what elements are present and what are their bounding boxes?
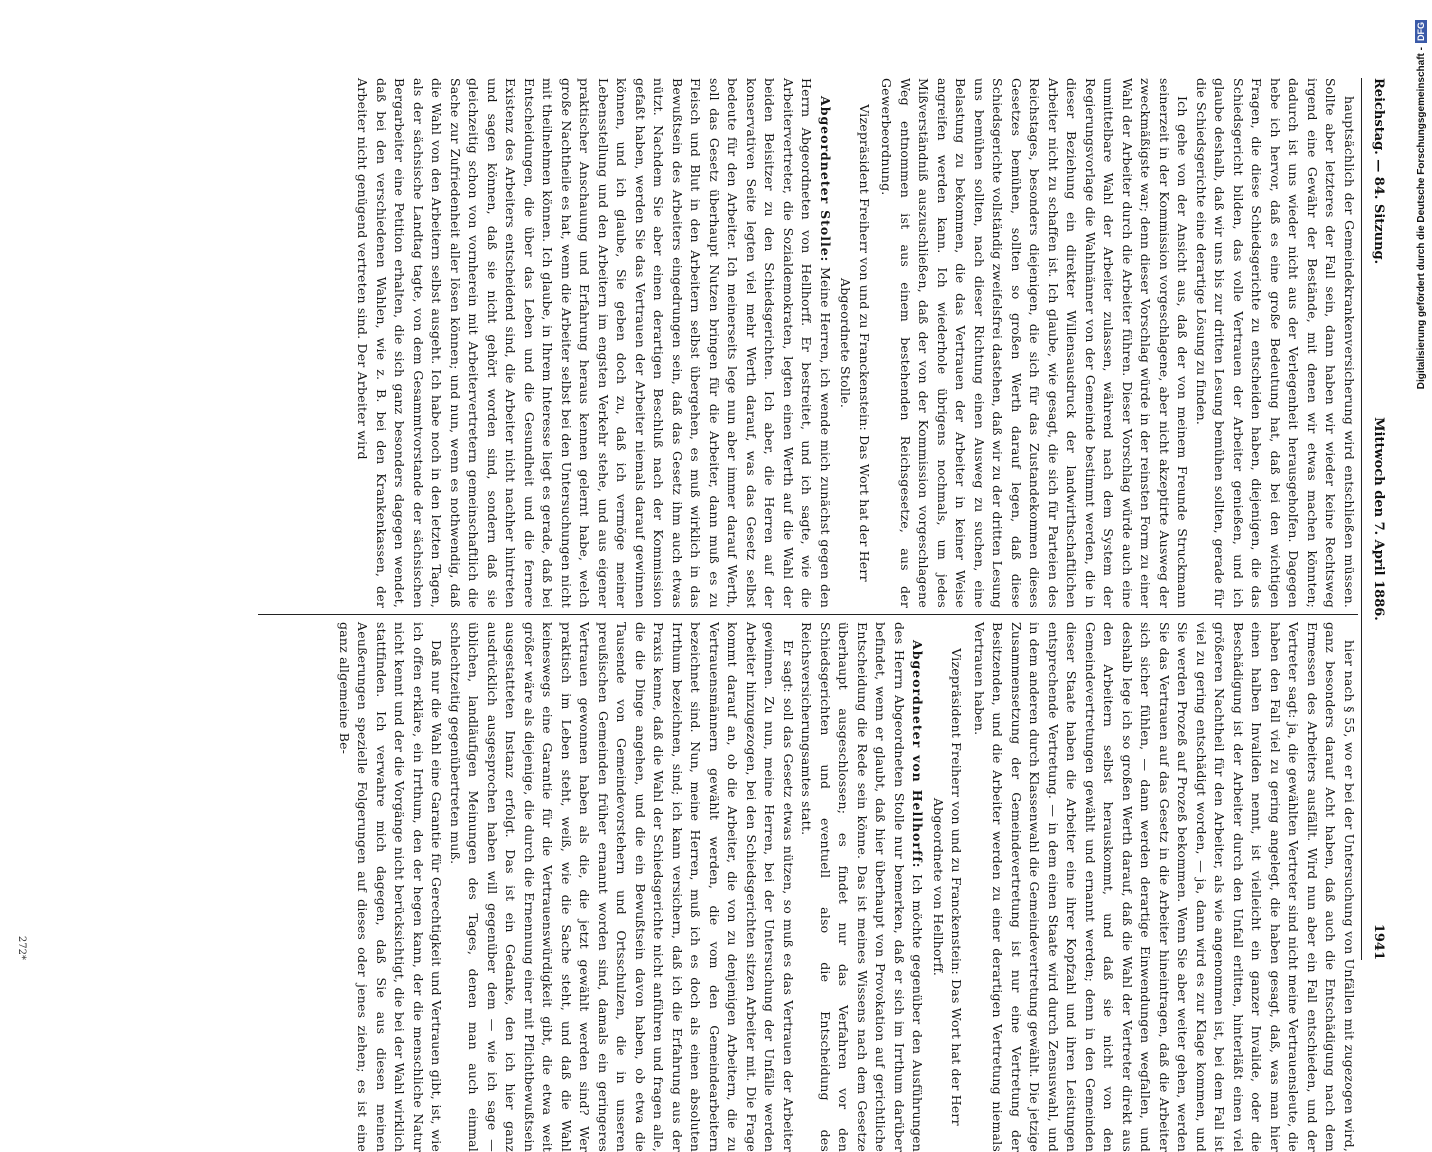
digitization-credit [1414,20,1428,985]
left-paragraph-2: Ich gehe von der Ansicht aus, daß der von meinem Freunde Struckmann seinerzeit in der Kommission vorgeschlagene, aber nicht akzeptirte Ausweg der zweckmäßigste war; denn dieser Vorschlag würde in der reinsten Form zu einer Wahl der Arbeiter durch die Arbeiter führen. Dieser Vorschlag würde auch eine unmittelbare Wahl der Arbeiter zulassen, während nach dem System der Regierungsvorlage die Wahlmänner von der Gemeinde bestimmt werden, die in dieser Beziehung ein direkter Willensausdruck der landwirthschaftlichen Arbeiter nicht zu schaffen ist. Ich glaube, wie gesagt, die sich für Parteien des Reichstages, besonders diejenigen, die sich für das Zustandekommen dieses Gesetzes bemühen, sollten so großen Werth darauf legen, daß diese Schiedsgerichte vollständig zweifelsfrei dastehen, daß wir zu der dritten Lesung uns bemühen sollten, nach dieser Richtung einen Ausweg zu suchen, eine Belastung zu bekommen, die das Vertrauen der Arbeiter in keiner Weise angreifen werden kann. Ich wiederhole übrigens nochmals, um jedes Mißverständniß auszuschließen, daß der von der Kommission vorgeschlagene Weg entnommen ist aus einem bestehenden Reichsgesetze, aus der Gewerbeordnung. [879,78,1191,608]
left-paragraph-3 [353,78,834,608]
running-head-left: Reichstag. — 84. Sitzung. [1371,78,1386,265]
left-paragraph-3-text: Meine Herren, ich wende mich zunächst gegen den Herrn Abgeordneten von Hellhorff. Er bestreitet, und ich sagte, wie die Arbeitervertreter, die Sozialdemokraten, legten einen Werth auf die Wahl der beiden Beisitzer zu den Schiedsgerichten. Ich aber, die Herren auf der konservativen Seite legten viel mehr Werth darauf, was das Gesetz selbst bedeute für den Arbeiter. Ich meinerseits lege nun aber immer darauf Werth, soll das Gesetz überhaupt Nutzen bringen für die Arbeiter, dann muß es zu Fleisch und Blut in den Arbeitern selbst übergehen, es muß wirklich in das Bewußtsein des Arbeiters eingedrungen sein, daß das Gesetz ihm auch etwas nützt. Nachdem Sie aber einen derartigen Beschluß nach der Kommission gefaßt haben, werden Sie das Vertrauen der Arbeiter niemals darauf gewinnen können, und ich glaube, Sie geben doch zu, daß ich vermöge meiner Lebensstellung und den Arbeitern im engsten Verkehr stehe, und aus eigener praktischer Anschauung und Erfahrung heraus kennen gelernt habe, welch große Nachtheile es hat, wenn die Arbeiter selbst bei den Untersuchungen nicht mit theilnehmen können. Ich glaube, in Ihrem Interesse liegt es gerade, daß bei Entscheidungen, die über das Leben und die Gesundheit und die fernere Existenz des Arbeiters entscheidend sind, die Arbeiter nicht nachher hintreten und sagen können, daß sie nicht gehört worden sind, sondern daß sie gleichzeitig schon von vornherein mit Arbeitervertretern gemeinschaftlich die Sache zur Zufriedenheit aller lösen können; und nun, wenn es nothwendig, daß die Wahl von den Arbeitern selbst ausgeht. Ich habe noch in den letzten Tagen, als der sächsische Landtag tagte, von dem Gesammtvorstande der sächsischen Bergarbeiter eine Petition erhalten, die sich ganz besonders dagegen wendet, daß bei den verschiedenen Wahlen, wie z. B. bei den Krankenkassen, der Arbeiter nicht genügend vertreten sind. Der Arbeiter wird [355,78,833,608]
speaker-label-hellhorff: Abgeordneter von Hellhorff: [910,640,926,869]
page-number: 1941 [1371,923,1386,960]
right-column [258,622,1358,1152]
right-speaker-announcement: Vizepräsident Freiherr von und zu Franckenstein: Das Wort hat der Herr Abgeordnete von Hellhorff. [931,648,965,1126]
header-rule [1361,78,1362,960]
right-paragraph-4: Daß nur die Wahl eine Garantie für Gerechtigkeit und Vertrauen gibt, ist, wie ich offen erkläre, ein Irrthum, den der hegen kann, der die menschliche Natur nicht kennt und der die Vorgänge nicht berücksichtigt, die bei der Wahl wirklich stattfinden. Ich verwahre mich dagegen, daß Sie aus diesen meinen Aeußerungen spezielle Folgerungen auf dieses oder jenes ziehen; es ist eine ganz allgemeine Be- [337,622,445,1152]
right-paragraph-2 [797,622,927,1152]
running-head-date: Mittwoch den 7. April 1886. [1371,417,1386,621]
left-paragraph-1: hauptsächlich der Gemeindekrankenversicherung wird entschließen müssen. Sollte aber letzteres der Fall sein, dann haben wir wieder keine Rechtsweg irgend eine Gewähr der Bestände, mit denen wir etwas machen könnten; dadurch ist uns wieder nicht aus der Verlegenheit herausgeholfen. Dagegen hebe ich hervor, daß es eine große Bedeutung hat, daß bei den wichtigen Fragen, die diese Schiedsgerichte zu entscheiden haben, diejenigen, die das Schiedsgericht bilden, das volle Vertrauen der Arbeiter genießen, und ich glaube deshalb, daß wir uns bis zur dritten Lesung bemühen sollten, gerade für die Schiedsgerichte eine derartige Lösung zu finden. [1194,78,1357,608]
dfg-logo: DFG [1416,22,1426,41]
speaker-label-stolle: Abgeordneter Stolle: [818,96,833,263]
credit-text: Digitalisierung gefördert durch die Deutsche Forschungsgemeinschaft - [1415,47,1427,390]
signature-mark: 272* [16,935,27,960]
left-speaker-announcement: Vizepräsident Freiherr von und zu Franckenstein: Das Wort hat der Herr Abgeordnete Stolle. [838,104,872,582]
column-rule [258,614,1358,615]
right-paragraph-1: hier nach § 55, wo er bei der Untersuchung von Unfällen mit zugezogen wird, ganz besonders darauf Acht haben, daß auch die Entschädigung nach dem Ermessen des Arbeiters ausfällt. Wird nun aber ein Fall entschieden, und der Vertreter sagt: ja, die gewählten Vertreter sind nicht meine Vertrauensleute, die haben den Fall viel zu gering angelegt, die haben gesagt, daß, was man hier einen halben Invaliden nennt, ist vielleicht ein ganzer Invalide, oder die Beschädigung ist der Arbeiter durch den Unfall erlitten, hinterläßt einen viel größeren Nachtheil für den Arbeiter, als wie angenommen ist, bei dem Fall ist viel zu gering entschädigt worden, — ja, dann wird es zur Klage kommen, und Sie werden Prozeß auf Prozeß bekommen. Wenn Sie aber weiter gehen, werden Sie das Vertrauen auf das Gesetz in die Arbeiter hineintragen, daß die Arbeiter sich sicher fühlen, — dann werden derartige Einwendungen wegfallen, und deshalb lege ich so großen Werth darauf, daß die Wahl der Vertreter direkt aus den Arbeitern selbst herauskommt, und daß sie nicht von den Gemeindevertretungen gewählt und ernannt werden; denn in den Gemeinden dieser Staate haben die Arbeiter eine ihrer Kopfzahl und ihren Leistungen entsprechende Vertretung. — in dem einen Staate wird durch Zensuswahl, und in dem anderen durch Klassenwahl die Gemeindevertretung gewählt. Die jetzige Zusammensetzung der Gemeindevertretung ist nur eine Vertretung der Besitzenden, und die Arbeiter werden zu einer derartigen Vertretung niemals Vertrauen haben. [972,622,1357,1152]
left-column [258,78,1358,608]
right-paragraph-3: Er sagt: soll das Gesetz etwas nützen, so muß es das Vertrauen der Arbeiter gewinnen. Zu nun, meine Herren, bei der Untersuchung der Unfälle werden Arbeiter hinzugezogen, bei den Schiedsgerichten sitzen Arbeiter mit. Die Frage kommt darauf an, ob die Arbeiter, die von zu denjenigen Arbeitern, die zu Vertrauensmännern gewählt werden, die vom den Gemeindearbeitern bezeichnet sind. Nun, meine Herren, muß ich es doch als einen absoluten Irrthum bezeichnen, sind; ich kann versichern, daß ich die Erfahrung aus der Praxis kenne, daß die Wahl der Schiedsgerichte nicht anführen und fragen alle, die die Dinge angehen, und die ein Bewußtsein davon haben, ob etwa die Tausende von Gemeindevorstehern und Ortsschulzen, die in unseren preußischen Gemeinden früher ernannt worden sind, damals ein geringeres Vertrauen gewonnen haben als die, die jetzt gewählt werden sind? Wer praktisch im Leben steht, weiß, wie die Sache steht, und daß die Wahl keineswegs eine Garantie für die Vertrauenswürdigkeit gibt, die etwa weit größer wäre als diejenige, die durch die Ernennung einer mit Pflichtbewußtsein ausgestatteten Instanz erfolgt. Das ist ein Gedanke, den ich hier ganz ausdrücklich ausgesprochen haben will gegenüber dem — wie ich sage — üblichen, landläufigen Meinungen des Tages, denen man auch einmal schlechtzeitig gegenübertreten muß. [448,622,796,1152]
right-paragraph-2-text: Ich möchte gegenüber den Ausführungen des Herrn Abgeordneten Stolle nur bemerken, daß er sich im Irrthum darüber befindet, wenn er glaubt, daß hier überhaupt von Provokation auf gerichtliche Entscheidung die Rede sein könne. Das ist meines Wissens nach dem Gesetze überhaupt ausgeschlossen; es findet nur das Verfahren vor den Schiedsgerichten und eventuell also die Entscheidung des Reichsversicherungsamtes statt. [799,622,926,1152]
running-head [1362,78,1386,960]
digitization-credit-line [1414,20,1428,985]
